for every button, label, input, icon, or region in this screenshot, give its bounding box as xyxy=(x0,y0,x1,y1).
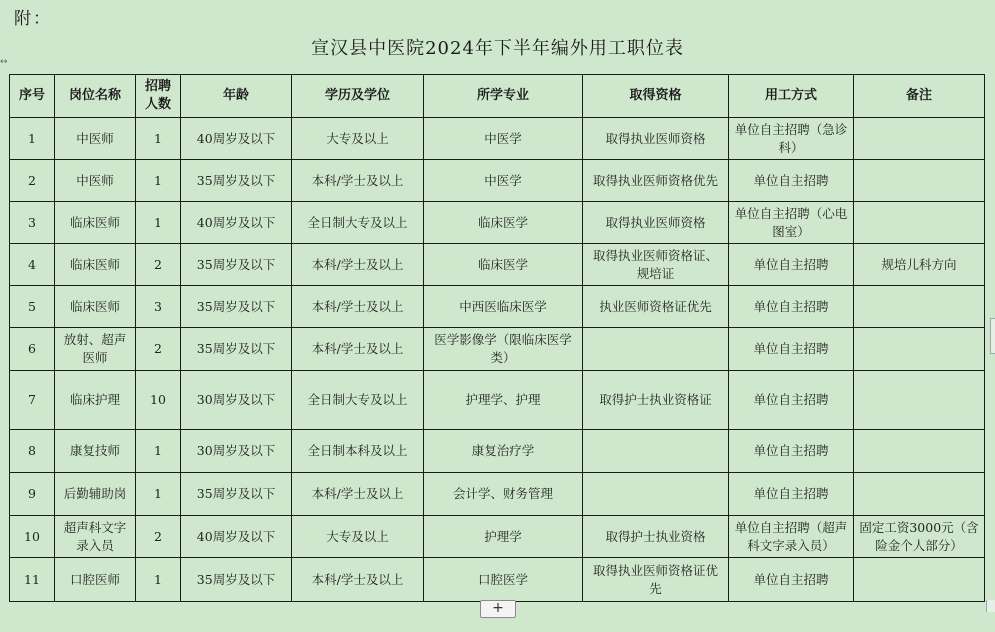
cell-index: 10 xyxy=(10,516,55,558)
cell-age: 40周岁及以下 xyxy=(181,516,292,558)
cell-education: 本科/学士及以上 xyxy=(292,558,424,602)
cell-qualification: 取得护士执业资格证 xyxy=(583,371,729,430)
cell-age: 30周岁及以下 xyxy=(181,430,292,473)
cell-qualification xyxy=(583,328,729,371)
cell-employment: 单位自主招聘（超声科文字录入员） xyxy=(729,516,854,558)
cell-position: 中医师 xyxy=(55,118,136,160)
cell-index: 4 xyxy=(10,244,55,286)
header-index: 序号 xyxy=(10,75,55,118)
cell-remarks xyxy=(854,430,985,473)
cell-major: 口腔医学 xyxy=(424,558,583,602)
cell-index: 5 xyxy=(10,286,55,328)
cell-education: 大专及以上 xyxy=(292,118,424,160)
cell-education: 本科/学士及以上 xyxy=(292,473,424,516)
header-education: 学历及学位 xyxy=(292,75,424,118)
cell-position: 后勤辅助岗 xyxy=(55,473,136,516)
header-remarks: 备注 xyxy=(854,75,985,118)
table-row xyxy=(10,202,985,244)
cell-index: 2 xyxy=(10,160,55,202)
cell-major: 医学影像学（限临床医学类） xyxy=(424,328,583,371)
cell-position: 临床医师 xyxy=(55,202,136,244)
cell-qualification: 取得执业医师资格优先 xyxy=(583,160,729,202)
cell-count: 10 xyxy=(136,371,181,430)
cell-index: 8 xyxy=(10,430,55,473)
cell-employment: 单位自主招聘 xyxy=(729,473,854,516)
cell-index: 1 xyxy=(10,118,55,160)
table-row xyxy=(10,286,985,328)
cell-count: 1 xyxy=(136,202,181,244)
cell-position: 放射、超声医师 xyxy=(55,328,136,371)
cell-position: 口腔医师 xyxy=(55,558,136,602)
cell-remarks: 规培儿科方向 xyxy=(854,244,985,286)
cell-count: 1 xyxy=(136,160,181,202)
cell-education: 大专及以上 xyxy=(292,516,424,558)
table-row xyxy=(10,118,985,160)
cell-qualification xyxy=(583,430,729,473)
cell-position: 临床护理 xyxy=(55,371,136,430)
cell-count: 1 xyxy=(136,558,181,602)
cell-remarks xyxy=(854,160,985,202)
cell-count: 1 xyxy=(136,430,181,473)
attachment-label: 附： xyxy=(14,9,52,29)
cell-index: 11 xyxy=(10,558,55,602)
header-position: 岗位名称 xyxy=(55,75,136,118)
cell-count: 1 xyxy=(136,473,181,516)
cell-qualification xyxy=(583,473,729,516)
cell-employment: 单位自主招聘 xyxy=(729,328,854,371)
cell-major: 临床医学 xyxy=(424,244,583,286)
cell-employment: 单位自主招聘（急诊科） xyxy=(729,118,854,160)
cell-remarks xyxy=(854,202,985,244)
cell-education: 本科/学士及以上 xyxy=(292,160,424,202)
cell-employment: 单位自主招聘 xyxy=(729,558,854,602)
cell-remarks xyxy=(854,328,985,371)
cell-age: 35周岁及以下 xyxy=(181,473,292,516)
cell-index: 9 xyxy=(10,473,55,516)
cell-employment: 单位自主招聘 xyxy=(729,286,854,328)
table-row xyxy=(10,430,985,473)
cell-remarks xyxy=(854,558,985,602)
header-major: 所学专业 xyxy=(424,75,583,118)
cell-major: 康复治疗学 xyxy=(424,430,583,473)
add-button[interactable]: + xyxy=(480,600,516,618)
table-row xyxy=(10,516,985,558)
cell-count: 2 xyxy=(136,516,181,558)
table-row xyxy=(10,328,985,371)
cell-position: 临床医师 xyxy=(55,286,136,328)
cell-qualification: 取得执业医师资格 xyxy=(583,118,729,160)
cell-position: 临床医师 xyxy=(55,244,136,286)
cell-major: 中西医临床医学 xyxy=(424,286,583,328)
cell-remarks xyxy=(854,473,985,516)
cell-age: 40周岁及以下 xyxy=(181,118,292,160)
cell-remarks xyxy=(854,118,985,160)
cell-employment: 单位自主招聘 xyxy=(729,160,854,202)
cell-employment: 单位自主招聘（心电图室） xyxy=(729,202,854,244)
cell-position: 康复技师 xyxy=(55,430,136,473)
cell-education: 全日制本科及以上 xyxy=(292,430,424,473)
cell-index: 3 xyxy=(10,202,55,244)
cell-qualification: 执业医师资格证优先 xyxy=(583,286,729,328)
table-header-row xyxy=(10,75,985,118)
cell-education: 全日制大专及以上 xyxy=(292,371,424,430)
cell-age: 40周岁及以下 xyxy=(181,202,292,244)
cell-major: 中医学 xyxy=(424,160,583,202)
table-row xyxy=(10,160,985,202)
table-row xyxy=(10,558,985,602)
cell-age: 35周岁及以下 xyxy=(181,558,292,602)
table-row xyxy=(10,473,985,516)
cell-qualification: 取得执业医师资格 xyxy=(583,202,729,244)
cell-count: 3 xyxy=(136,286,181,328)
cell-employment: 单位自主招聘 xyxy=(729,244,854,286)
cell-remarks: 固定工资3000元（含险金个人部分） xyxy=(854,516,985,558)
cell-position: 超声科文字录入员 xyxy=(55,516,136,558)
cell-index: 7 xyxy=(10,371,55,430)
cell-major: 临床医学 xyxy=(424,202,583,244)
cell-age: 35周岁及以下 xyxy=(181,160,292,202)
cell-index: 6 xyxy=(10,328,55,371)
cell-age: 30周岁及以下 xyxy=(181,371,292,430)
cell-education: 本科/学士及以上 xyxy=(292,328,424,371)
position-table-container xyxy=(9,74,984,602)
scroll-handle-right[interactable] xyxy=(990,318,995,354)
cell-count: 2 xyxy=(136,328,181,371)
row-resize-icon[interactable]: ↔ xyxy=(0,57,8,67)
cell-major: 会计学、财务管理 xyxy=(424,473,583,516)
cell-remarks xyxy=(854,371,985,430)
page-title: 宣汉县中医院2024年下半年编外用工职位表 xyxy=(311,38,684,59)
header-age: 年龄 xyxy=(181,75,292,118)
resize-corner[interactable] xyxy=(986,600,995,612)
table-row xyxy=(10,371,985,430)
cell-major: 护理学 xyxy=(424,516,583,558)
header-employment: 用工方式 xyxy=(729,75,854,118)
cell-age: 35周岁及以下 xyxy=(181,328,292,371)
cell-qualification: 取得执业医师资格证优先 xyxy=(583,558,729,602)
header-qualification: 取得资格 xyxy=(583,75,729,118)
cell-employment: 单位自主招聘 xyxy=(729,371,854,430)
cell-qualification: 取得执业医师资格证、规培证 xyxy=(583,244,729,286)
cell-education: 本科/学士及以上 xyxy=(292,244,424,286)
cell-remarks xyxy=(854,286,985,328)
cell-employment: 单位自主招聘 xyxy=(729,430,854,473)
cell-education: 全日制大专及以上 xyxy=(292,202,424,244)
cell-age: 35周岁及以下 xyxy=(181,286,292,328)
cell-position: 中医师 xyxy=(55,160,136,202)
cell-major: 护理学、护理 xyxy=(424,371,583,430)
header-count: 招聘人数 xyxy=(136,75,181,118)
cell-major: 中医学 xyxy=(424,118,583,160)
cell-qualification: 取得护士执业资格 xyxy=(583,516,729,558)
cell-education: 本科/学士及以上 xyxy=(292,286,424,328)
table-row xyxy=(10,244,985,286)
cell-count: 2 xyxy=(136,244,181,286)
cell-age: 35周岁及以下 xyxy=(181,244,292,286)
cell-count: 1 xyxy=(136,118,181,160)
position-table xyxy=(9,74,985,602)
